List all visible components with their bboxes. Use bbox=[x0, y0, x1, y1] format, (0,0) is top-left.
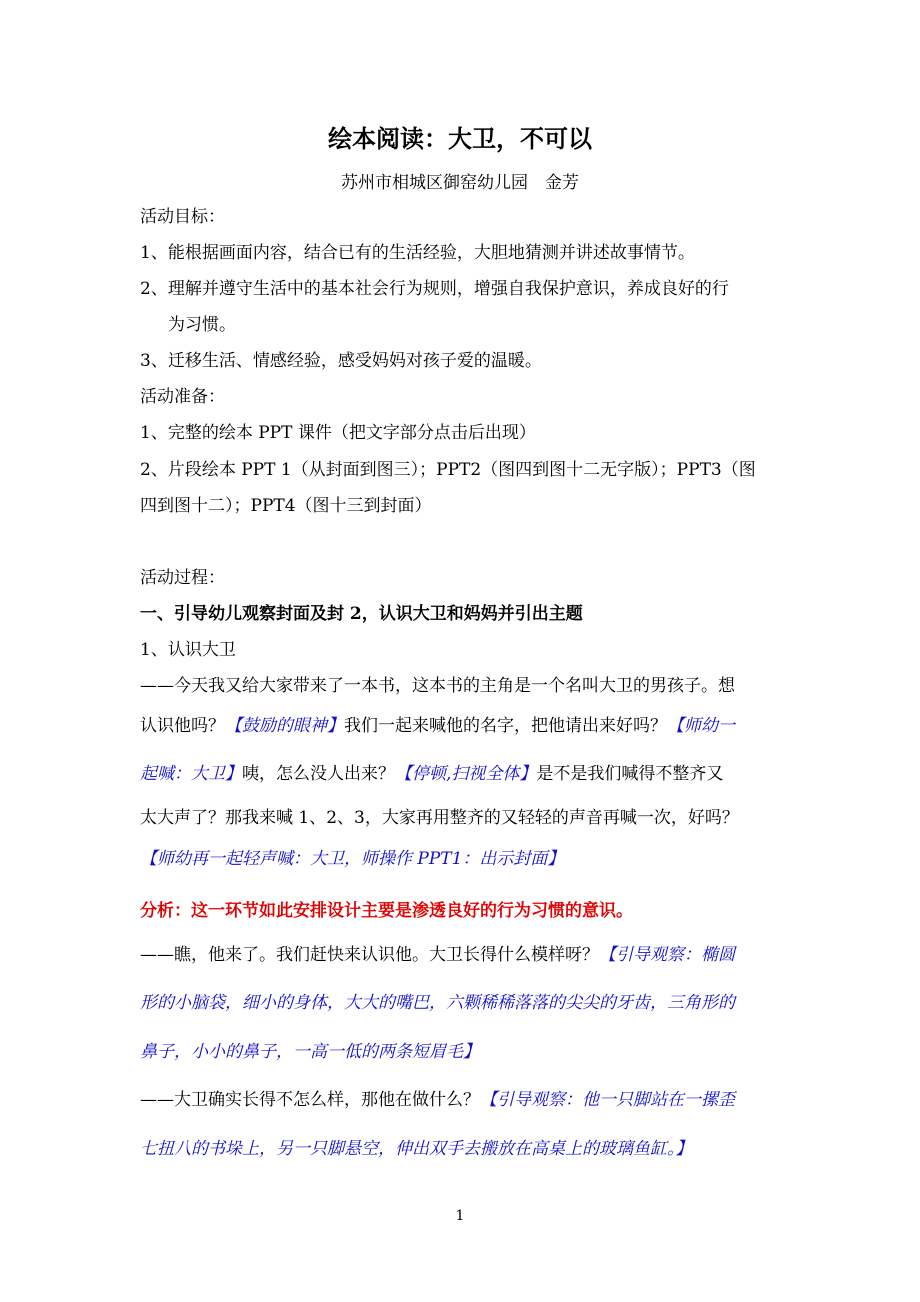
prep-2-line-1: 2、片段绘本 PPT 1（从封面到图三）；PPT2（图四到图十二无字版）；PPT3（图 bbox=[140, 460, 756, 480]
text-span: 咦，怎么没人出来？ bbox=[242, 764, 395, 784]
prep-1: 1、完整的绘本 PPT 课件（把文字部分点击后出现） bbox=[140, 423, 536, 443]
section-1-heading: 一、引导幼儿观察封面及封 2，认识大卫和妈妈并引出主题 bbox=[140, 604, 583, 624]
text-span: ——大卫确实长得不怎么样，那他在做什么？ bbox=[140, 1090, 480, 1110]
para-3-line-1 bbox=[140, 1088, 785, 1112]
teaching-note: 【师幼一 bbox=[667, 716, 735, 736]
text-span: 我们一起来喊他的名字，把他请出来好吗？ bbox=[344, 716, 667, 736]
teaching-note: 【引导观察：椭圆 bbox=[599, 945, 735, 965]
para-1-line-1: ——今天我又给大家带来了一本书，这本书的主角是一个名叫大卫的男孩子。想 bbox=[140, 676, 735, 696]
para-3-line-2-note: 七扭八的书垛上，另一只脚悬空，伸出双手去搬放在高桌上的玻璃鱼缸。】 bbox=[140, 1139, 693, 1159]
teaching-note: 【引导观察：他一只脚站在一摞歪 bbox=[480, 1090, 735, 1110]
goal-2-line-2: 为习惯。 bbox=[168, 315, 236, 335]
page-number: 1 bbox=[455, 1208, 465, 1224]
teaching-note: 起喊：大卫】 bbox=[140, 764, 242, 784]
prep-2-line-2: 四到图十二）；PPT4（图十三到封面） bbox=[140, 496, 432, 516]
teaching-note: 【停顿,扫视全体】 bbox=[395, 764, 537, 784]
prep-heading: 活动准备： bbox=[140, 387, 225, 407]
para-2-line-2-note: 形的小脑袋，细小的身体，大大的嘴巴，六颗稀稀落落的尖尖的牙齿，三角形的 bbox=[140, 993, 735, 1013]
author-line: 苏州市相城区御窑幼儿园 金芳 bbox=[341, 173, 579, 193]
goal-1: 1、能根据画面内容，结合已有的生活经验，大胆地猜测并讲述故事情节。 bbox=[140, 243, 695, 263]
para-1-line-2 bbox=[140, 714, 785, 738]
subsection-1-heading: 1、认识大卫 bbox=[140, 640, 236, 660]
text-span: 认识他吗？ bbox=[140, 716, 225, 736]
para-1-line-4: 太大声了？那我来喊 1、2、3，大家再用整齐的又轻轻的声音再喊一次，好吗？ bbox=[140, 808, 739, 828]
document-title: 绘本阅读：大卫，不可以 bbox=[328, 125, 592, 153]
process-heading: 活动过程： bbox=[140, 568, 225, 588]
goals-heading: 活动目标： bbox=[140, 207, 225, 227]
para-2-line-3-note: 鼻子，小小的鼻子，一高一低的两条短眉毛】 bbox=[140, 1042, 480, 1062]
para-2-line-1 bbox=[140, 943, 785, 967]
text-span: ——瞧，他来了。我们赶快来认识他。大卫长得什么模样呀？ bbox=[140, 945, 599, 965]
goal-3: 3、迁移生活、情感经验，感受妈妈对孩子爱的温暖。 bbox=[140, 351, 542, 371]
goal-2-line-1: 2、理解并遵守生活中的基本社会行为规则，增强自我保护意识，养成良好的行 bbox=[140, 279, 729, 299]
analysis-text: 分析：这一环节如此安排设计主要是渗透良好的行为习惯的意识。 bbox=[140, 901, 633, 921]
para-1-line-3 bbox=[140, 762, 785, 786]
teaching-note: 【鼓励的眼神】 bbox=[225, 716, 344, 736]
text-span: 是不是我们喊得不整齐又 bbox=[536, 764, 724, 784]
para-1-line-5-note: 【师幼再一起轻声喊：大卫，师操作 PPT1：出示封面】 bbox=[140, 849, 565, 869]
